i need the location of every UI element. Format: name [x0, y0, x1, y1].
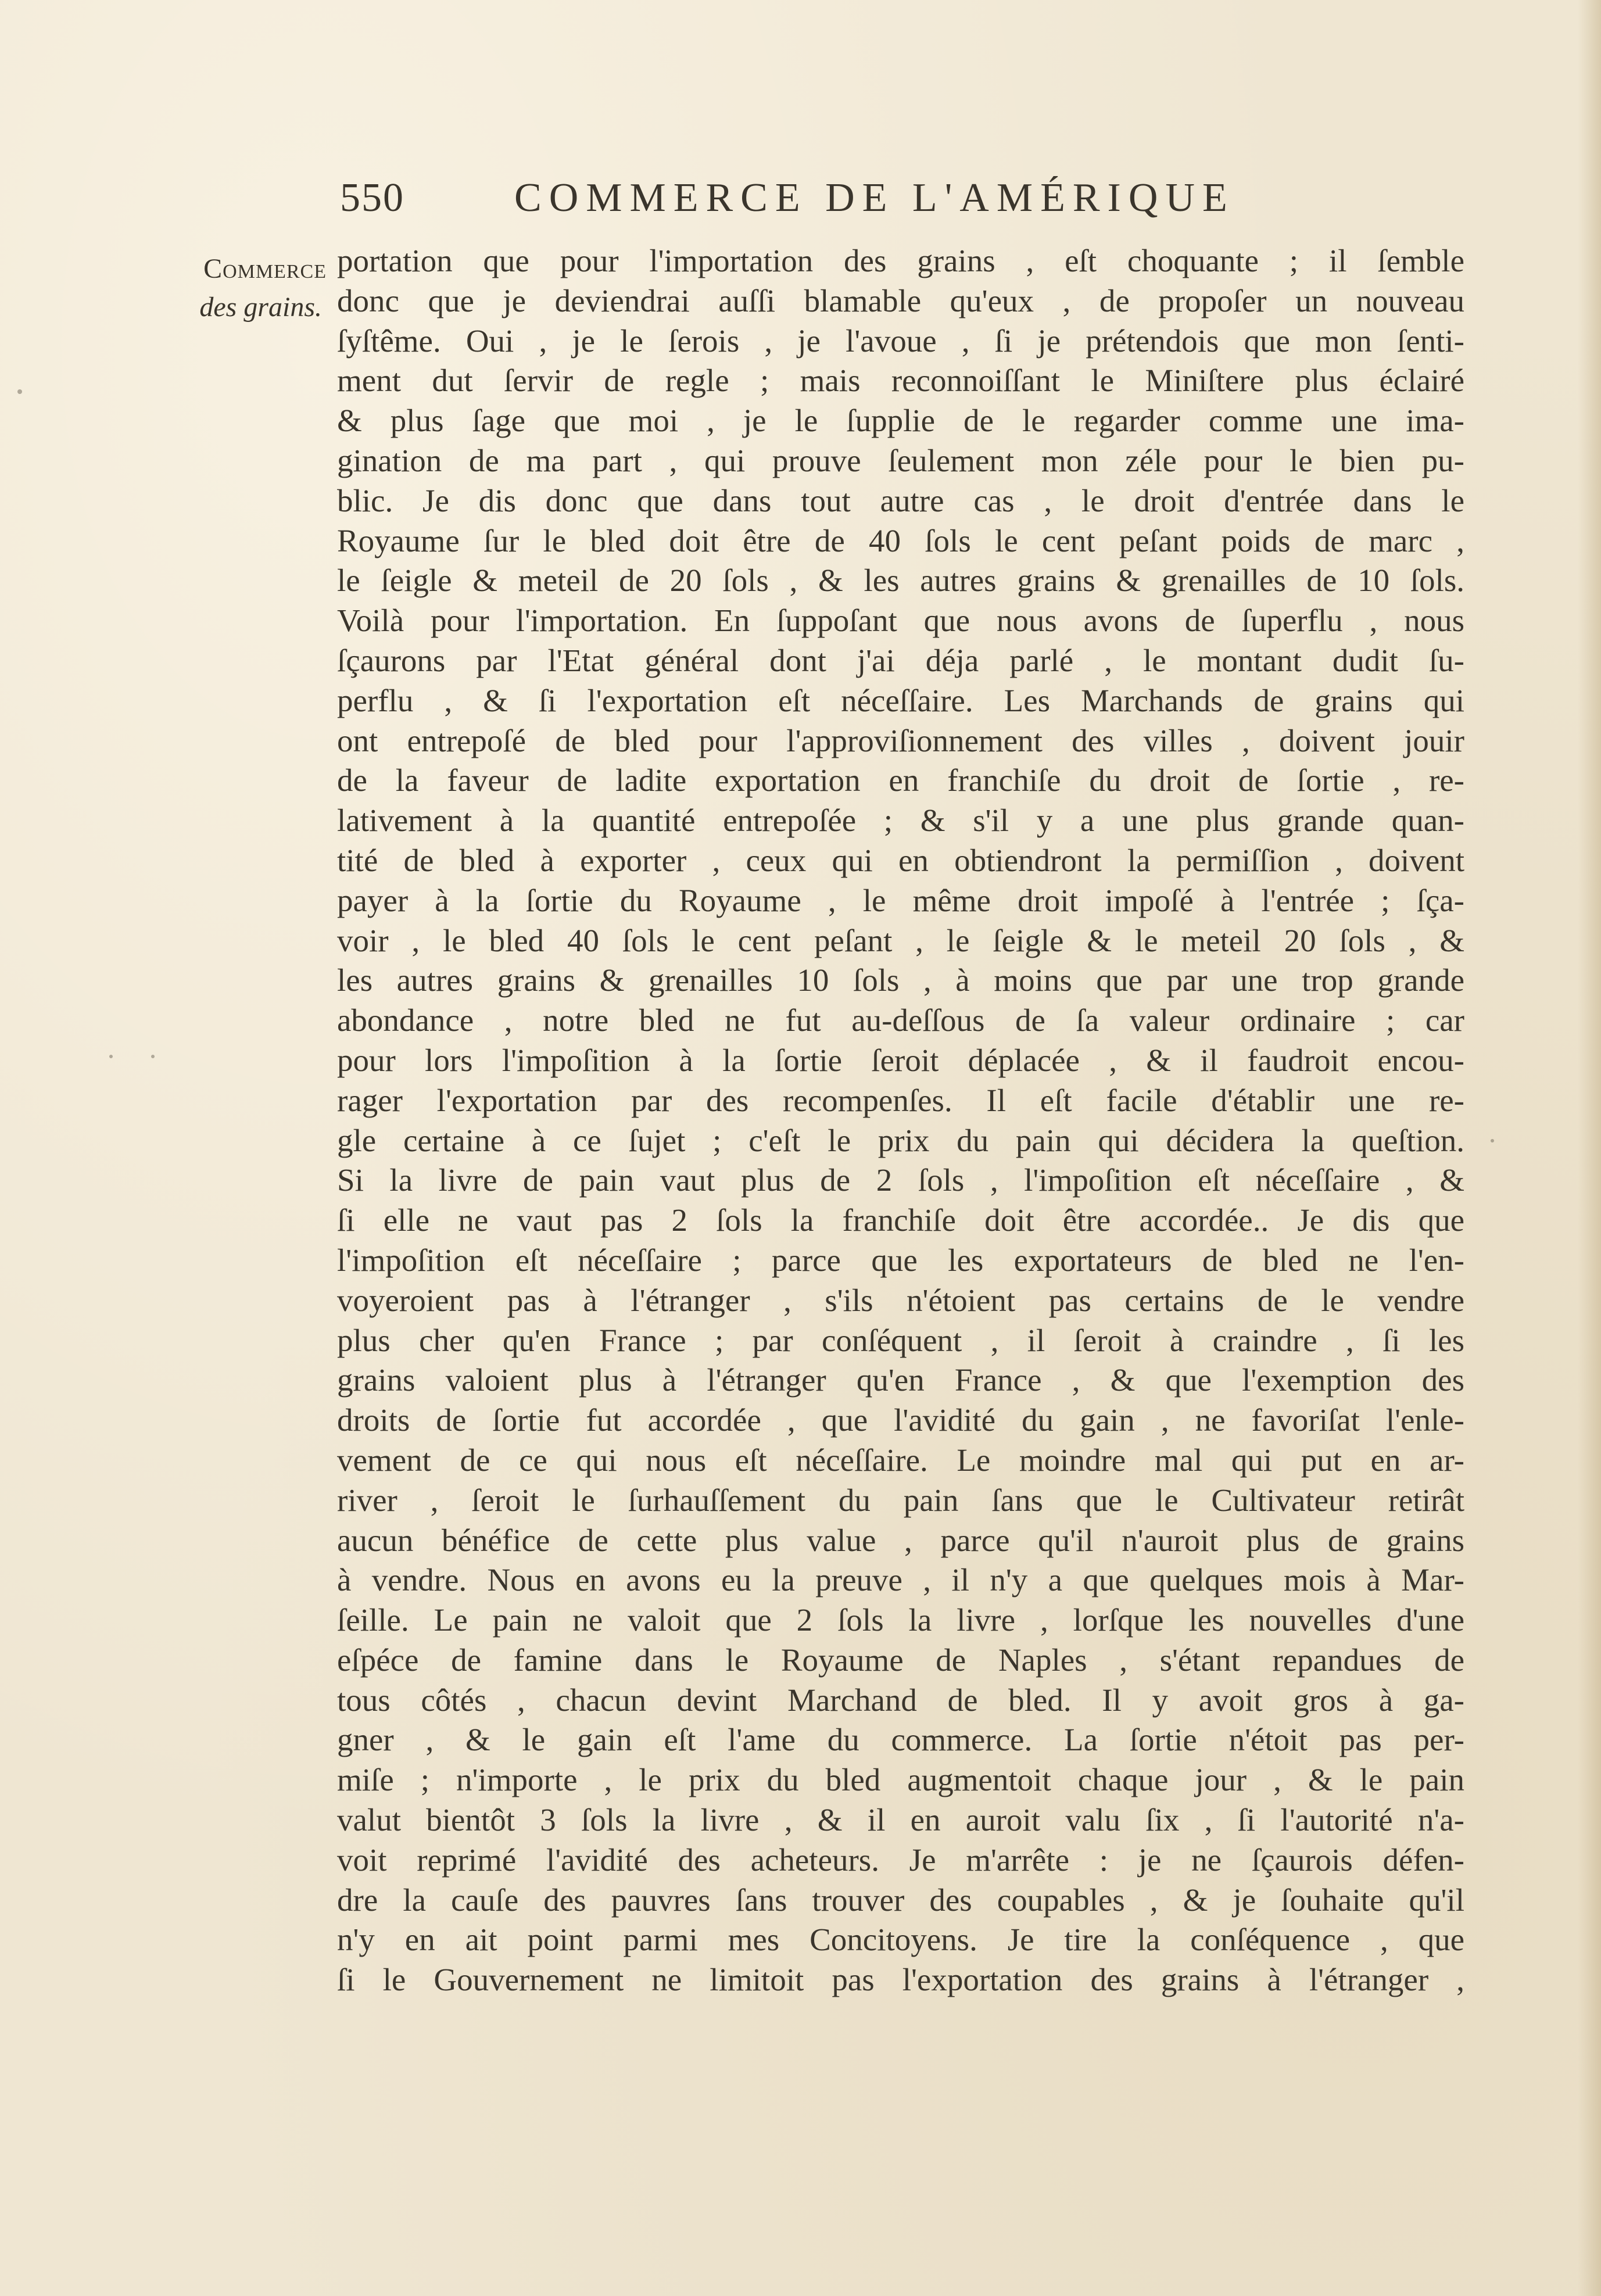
text-line: plus cher qu'en France ; par conſéquent , il ſeroit à craindre , ſi les	[337, 1322, 1464, 1358]
text-line: l'impoſition eſt néceſſaire ; parce que les exportateurs de bled ne l'en-	[337, 1242, 1464, 1278]
text-line: voyeroient pas à l'étranger , s'ils n'étoient pas certains de le vendre	[337, 1282, 1464, 1318]
text-line: Voilà pour l'importation. En ſuppoſant que nous avons de ſuperflu , nous	[337, 603, 1464, 639]
text-line: ſeille. Le pain ne valoit que 2 ſols la livre , lorſque les nouvelles d'une	[337, 1602, 1464, 1638]
page-edge-shadow	[1578, 0, 1601, 2296]
page-header	[340, 172, 1305, 224]
text-line: voit reprimé l'avidité des acheteurs. Je m'arrête : je ne ſçaurois défen-	[337, 1842, 1464, 1878]
text-line: pour lors l'impoſition à la ſortie ſeroit déplacée , & il faudroit encou-	[337, 1042, 1464, 1078]
running-head: COMMERCE DE L'AMÉRIQUE	[514, 175, 1235, 220]
paper-speck	[17, 389, 22, 394]
page-number: 550	[340, 175, 404, 220]
margin-note	[174, 250, 327, 327]
text-line: portation que pour l'importation des grains , eſt choquante ; il ſemble	[337, 243, 1464, 278]
text-line: perflu , & ſi l'exportation eſt néceſſaire. Les Marchands de grains qui	[337, 682, 1464, 718]
text-line: abondance , notre bled ne fut au-deſſous de ſa valeur ordinaire ; car	[337, 1002, 1464, 1038]
text-line: eſpéce de famine dans le Royaume de Naples , s'étant repandues de	[337, 1642, 1464, 1678]
body-text	[337, 241, 1464, 2000]
text-line: Royaume ſur le bled doit être de 40 ſols le cent peſant poids de marc ,	[337, 522, 1464, 558]
paper-speck	[151, 1055, 155, 1058]
margin-note-line-2: des grains.	[199, 292, 322, 323]
text-line: payer à la ſortie du Royaume , le même droit impoſé à l'entrée ; ſça-	[337, 882, 1464, 918]
paper-speck	[109, 1055, 113, 1058]
text-line: à vendre. Nous en avons eu la preuve , il n'y a que quelques mois à Mar-	[337, 1562, 1464, 1598]
text-line: grains valoient plus à l'étranger qu'en France , & que l'exemption des	[337, 1362, 1464, 1398]
text-line: le ſeigle & meteil de 20 ſols , & les autres grains & grenailles de 10 ſols.	[337, 563, 1464, 599]
text-line: miſe ; n'importe , le prix du bled augmentoit chaque jour , & le pain	[337, 1762, 1464, 1798]
text-line: gle certaine à ce ſujet ; c'eſt le prix du pain qui décidera la queſtion.	[337, 1122, 1464, 1158]
text-line: valut bientôt 3 ſols la livre , & il en auroit valu ſix , ſi l'autorité n'a-	[337, 1802, 1464, 1838]
text-line: ont entrepoſé de bled pour l'approviſionnement des villes , doivent jouir	[337, 722, 1464, 758]
text-line: tous côtés , chacun devint Marchand de bled. Il y avoit gros à ga-	[337, 1682, 1464, 1718]
text-line: Si la livre de pain vaut plus de 2 ſols , l'impoſition eſt néceſſaire , &	[337, 1162, 1464, 1198]
text-line: ſi le Gouvernement ne limitoit pas l'exportation des grains à l'étranger ,	[337, 1962, 1464, 1998]
text-line: lativement à la quantité entrepoſée ; & s'il y a une plus grande quan-	[337, 803, 1464, 839]
text-line: dre la cauſe des pauvres ſans trouver des coupables , & je ſouhaite qu'il	[337, 1882, 1464, 1918]
text-line: ſçaurons par l'Etat général dont j'ai déja parlé , le montant dudit ſu-	[337, 642, 1464, 678]
text-line: & plus ſage que moi , je le ſupplie de le regarder comme une ima-	[337, 403, 1464, 439]
text-line: droits de ſortie fut accordée , que l'avidité du gain , ne favoriſat l'enle-	[337, 1402, 1464, 1438]
text-line: ment dut ſervir de regle ; mais reconnoiſſant le Miniſtere plus éclairé	[337, 363, 1464, 399]
text-line: donc que je deviendrai auſſi blamable qu'eux , de propoſer un nouveau	[337, 282, 1464, 318]
margin-note-line-1: Commerce	[203, 253, 327, 284]
text-line: n'y en ait point parmi mes Concitoyens. Je tire la conſéquence , que	[337, 1922, 1464, 1958]
paper-speck	[1491, 1139, 1494, 1142]
text-line: voir , le bled 40 ſols le cent peſant , le ſeigle & le meteil 20 ſols , &	[337, 922, 1464, 958]
text-line: river , ſeroit le ſurhauſſement du pain ſans que le Cultivateur retirât	[337, 1482, 1464, 1518]
text-line: gner , & le gain eſt l'ame du commerce. La ſortie n'étoit pas per-	[337, 1722, 1464, 1758]
text-line: ſyſtême. Oui , je le ſerois , je l'avoue , ſi je prétendois que mon ſenti-	[337, 323, 1464, 359]
text-line: les autres grains & grenailles 10 ſols , à moins que par une trop grande	[337, 962, 1464, 998]
text-line: ſi elle ne vaut pas 2 ſols la franchiſe doit être accordée.. Je dis que	[337, 1202, 1464, 1238]
text-line: rager l'exportation par des recompenſes. Il eſt facile d'établir une re-	[337, 1082, 1464, 1118]
text-line: de la faveur de ladite exportation en franchiſe du droit de ſortie , re-	[337, 762, 1464, 798]
text-line: gination de ma part , qui prouve ſeulement mon zéle pour le bien pu-	[337, 442, 1464, 478]
text-line: blic. Je dis donc que dans tout autre cas , le droit d'entrée dans le	[337, 482, 1464, 518]
text-line: aucun bénéfice de cette plus value , parce qu'il n'auroit plus de grains	[337, 1522, 1464, 1558]
text-line: vement de ce qui nous eſt néceſſaire. Le moindre mal qui put en ar-	[337, 1442, 1464, 1478]
text-line: tité de bled à exporter , ceux qui en obtiendront la permiſſion , doivent	[337, 842, 1464, 878]
